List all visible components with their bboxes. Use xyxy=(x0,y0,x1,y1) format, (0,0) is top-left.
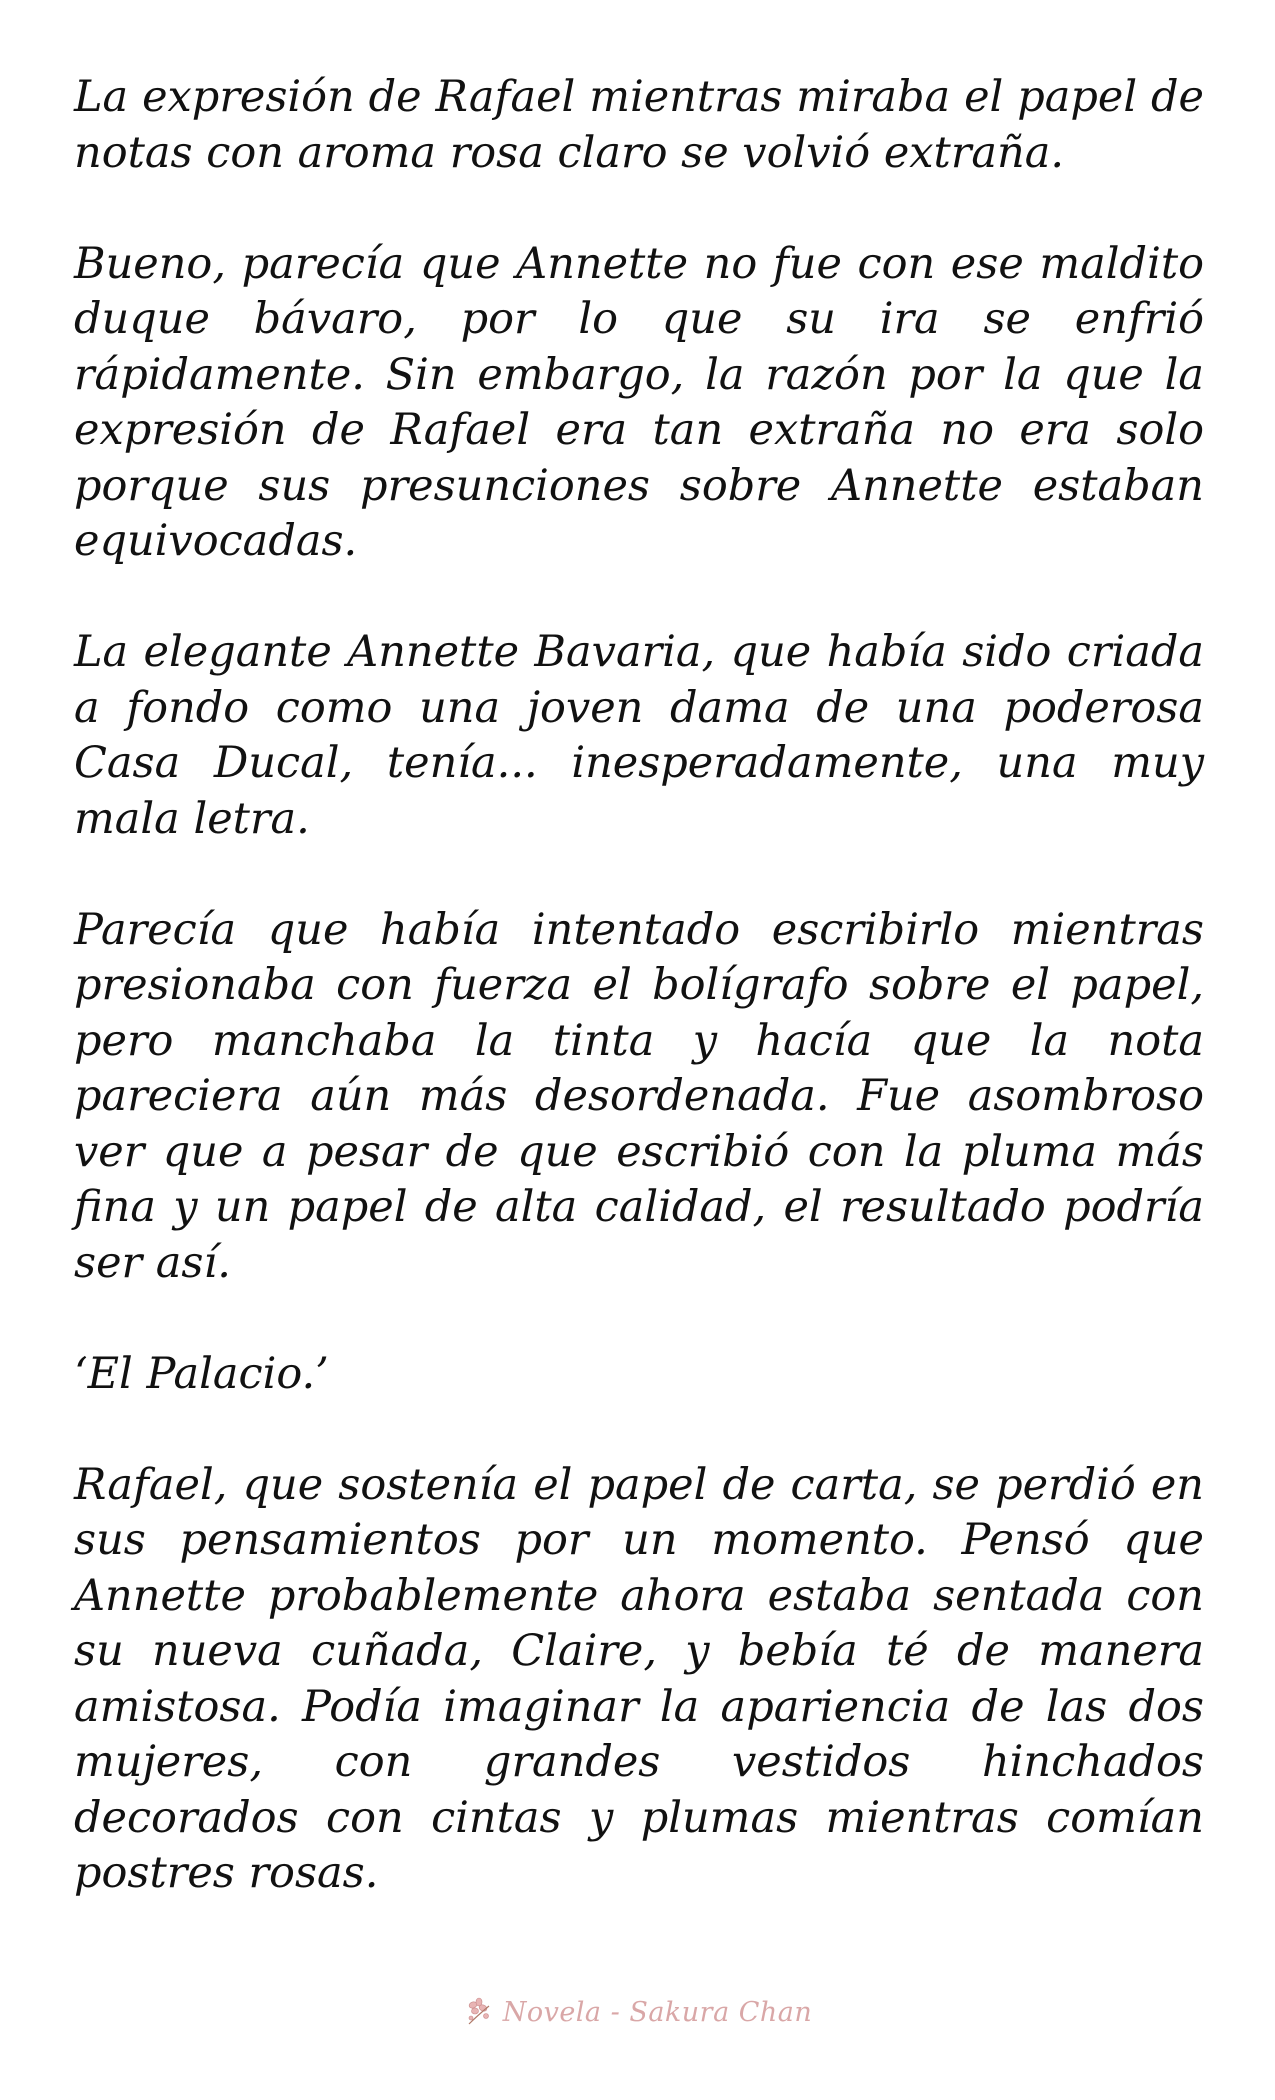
watermark-text: Novela - Sakura Chan xyxy=(502,1996,813,2028)
paragraph: La expresión de Rafael mientras miraba el papel de notas con aroma rosa claro se volvió extraña. xyxy=(74,72,1204,178)
paragraph: Bueno, parecía que Annette no fue con ese maldito duque bávaro, por lo que su ira se enfrió rápidamente. Sin embargo, la razón por la que la expresión de Rafael era tan extraña no era solo porque sus presunciones sobre Annette estaban equivocadas. xyxy=(74,238,1204,566)
paragraph: Parecía que había intentado escribirlo mientras presionaba con fuerza el bolígrafo sobre el papel, pero manchaba la tinta y hacía que la nota pareciera aún más desordenada. Fue asombroso ver que a pesar de que escribió con la pluma más fina y un papel de alta calidad, el resultado podría ser así. xyxy=(74,904,1204,1288)
paragraph: La elegante Annette Bavaria, que había sido criada a fondo como una joven dama de una poderosa Casa Ducal, tenía... inesperadamente, una muy mala letra. xyxy=(74,627,1204,844)
paragraph: Rafael, que sostenía el papel de carta, se perdió en sus pensamientos por un momento. Pensó que Annette probablemente ahora estaba sentada con su nueva cuñada, Claire, y bebía té de manera amistosa. Podía imaginar la apariencia de las dos mujeres, con grandes vestidos hinchados decorados con cintas y plumas mientras comían postres rosas. xyxy=(74,1459,1204,1898)
document-body xyxy=(74,70,1204,1902)
watermark xyxy=(0,1992,1275,2032)
sakura-blossom-icon xyxy=(463,1996,495,2028)
paragraph: ‘El Palacio.’ xyxy=(74,1348,329,1399)
